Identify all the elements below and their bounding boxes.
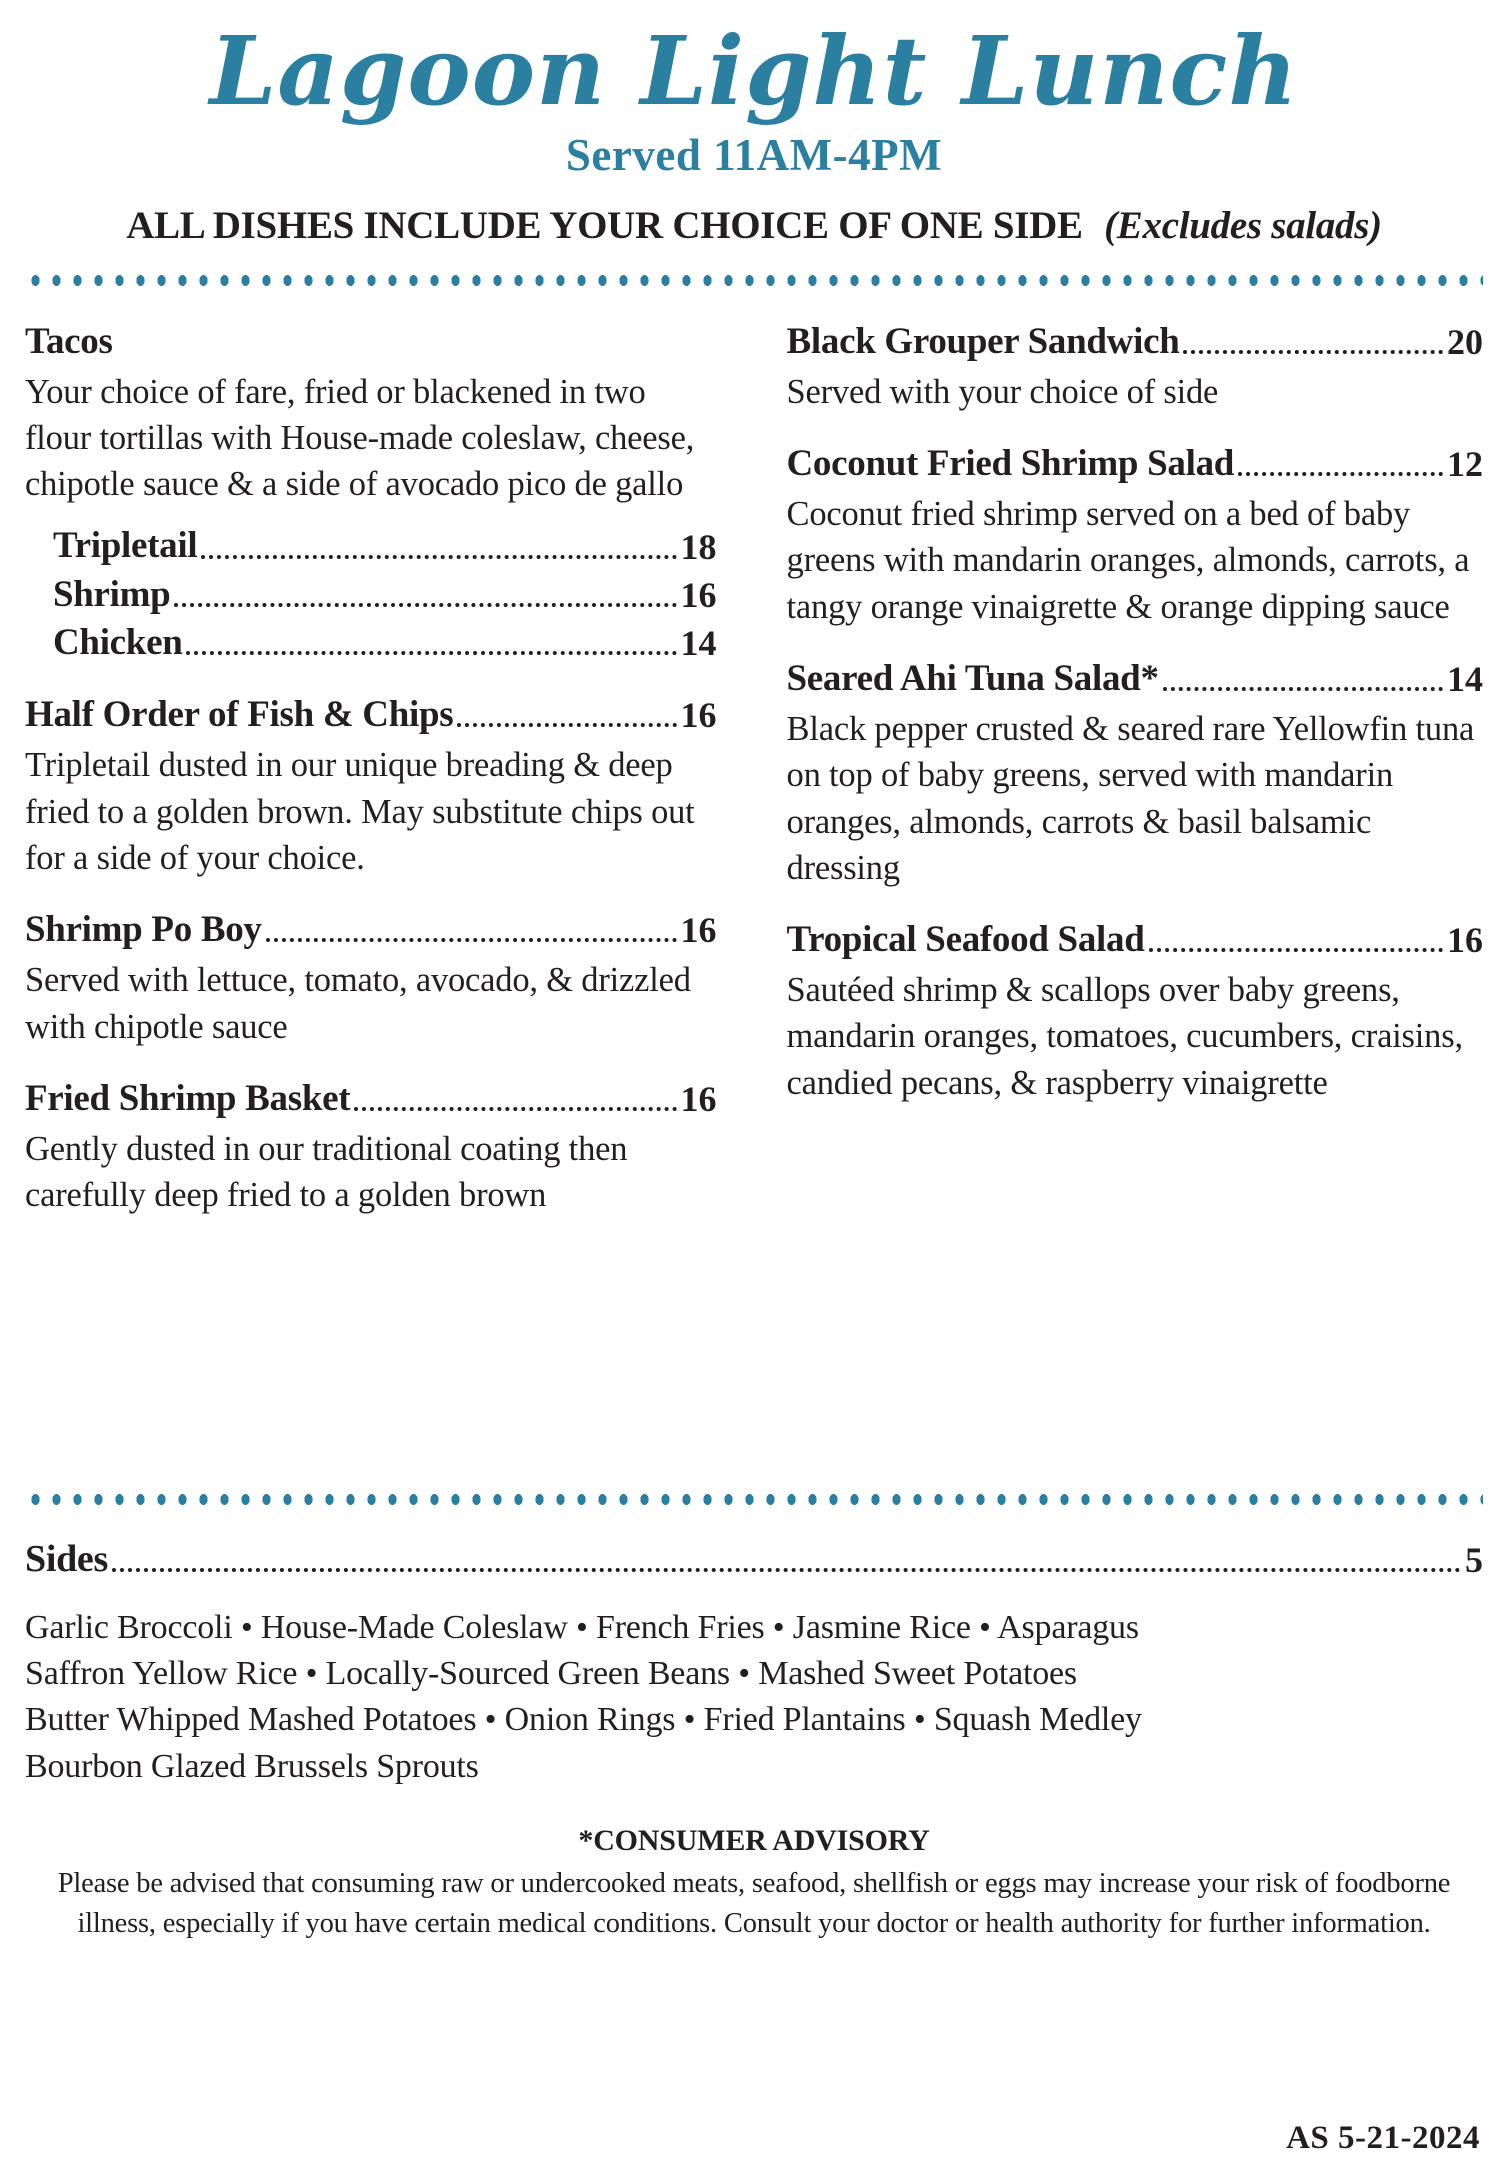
item-description: Black pepper crusted & seared rare Yellowfin tuna on top of baby greens, served with mandarin oranges, almonds, carrots & basil balsamic dressing: [786, 710, 1475, 887]
item-name: Coconut Fried Shrimp Salad: [786, 442, 1235, 484]
item-description: Gently dusted in our traditional coating then carefully deep fried to a golden brown: [25, 1130, 628, 1215]
item-name: Tacos: [25, 320, 113, 362]
advisory-text: Please be advised that consuming raw or undercooked meats, seafood, shellfish or eggs may increase your risk of foodborne illness, especially if you have certain medical conditions. Consult your doctor or health authority for further information.: [57, 1867, 1451, 1940]
advisory-heading: *CONSUMER ADVISORY: [578, 1823, 930, 1857]
item-price: 16: [680, 1079, 717, 1119]
item-price: 20: [1447, 321, 1483, 362]
item-heading-row: [25, 692, 717, 738]
menu-title: Lagoon Light Lunch: [209, 16, 1299, 127]
item-heading-row: [787, 319, 1483, 365]
left-column: [25, 319, 717, 1245]
menu-item-fried-shrimp-basket: [25, 1076, 717, 1219]
dot-leader: [1149, 948, 1444, 952]
variant-name: Tripletail: [53, 525, 198, 567]
item-name: Shrimp Po Boy: [25, 909, 262, 951]
variant-row: [53, 620, 717, 666]
dot-leader: [112, 1568, 1461, 1572]
item-name: Tropical Seafood Salad: [786, 919, 1145, 960]
variant-price: 18: [680, 526, 717, 567]
sides-list-line: Garlic Broccoli • House-Made Coleslaw • French Fries • Jasmine Rice • Asparagus: [25, 1609, 1139, 1646]
sides-price: 5: [1465, 1540, 1483, 1580]
dot-leader: [266, 938, 677, 942]
menu-columns: [25, 319, 1483, 1467]
item-heading-row: [25, 907, 717, 953]
includes-note: ALL DISHES INCLUDE YOUR CHOICE OF ONE SIDE: [126, 203, 1083, 247]
includes-note-line: [25, 203, 1483, 248]
sides-list-line: Bourbon Glazed Brussels Sprouts: [25, 1747, 479, 1785]
item-heading-row: [25, 1076, 717, 1122]
dot-leader: [174, 603, 676, 607]
item-heading-row: [25, 319, 717, 365]
item-name: Seared Ahi Tuna Salad*: [786, 657, 1159, 699]
variant-price: 14: [680, 623, 717, 664]
item-name: Fried Shrimp Basket: [25, 1077, 351, 1119]
item-description: Tripletail dusted in our unique breading & deep fried to a golden brown. May substitute chips out for a side of your choice.: [25, 746, 695, 877]
item-name: Half Order of Fish & Chips: [25, 694, 454, 736]
sides-list-line: Saffron Yellow Rice • Locally-Sourced Green Beans • Mashed Sweet Potatoes: [25, 1655, 1077, 1693]
menu-item-seared-ahi-tuna-salad: [787, 656, 1483, 891]
menu-item-shrimp-po-boy: [25, 907, 717, 1050]
item-description: Your choice of fare, fried or blackened in two flour tortillas with House-made coleslaw, cheese, chipotle sauce & a side of avocado pico de gallo: [25, 372, 695, 504]
sides-heading-row: [25, 1536, 1483, 1584]
includes-exclusion: (Excludes salads): [1104, 203, 1382, 247]
served-hours: Served 11AM-4PM: [565, 129, 943, 180]
item-heading-row: [787, 656, 1483, 702]
item-price: 12: [1447, 444, 1483, 485]
item-price: 16: [1447, 920, 1483, 961]
item-description: Served with lettuce, tomato, avocado, & drizzled with chipotle sauce: [25, 961, 691, 1046]
dot-leader: [1238, 472, 1443, 476]
menu-item-black-grouper-sandwich: [787, 319, 1483, 415]
item-price: 16: [680, 695, 717, 736]
item-price: 14: [1447, 659, 1483, 700]
right-column: [787, 319, 1483, 1132]
menu-item-tropical-seafood-salad: [787, 917, 1483, 1106]
variant-name: Chicken: [53, 621, 183, 663]
dot-leader: [186, 651, 676, 655]
variant-price: 16: [680, 574, 717, 615]
variant-row: [53, 523, 717, 569]
menu-header: [25, 16, 1483, 248]
item-price: 16: [680, 910, 717, 951]
variant-row: [53, 572, 717, 618]
dot-leader: [1163, 687, 1443, 691]
dotted-divider-bottom: [25, 1493, 1483, 1506]
menu-item-coconut-fried-shrimp-salad: [787, 441, 1483, 630]
dot-leader: [457, 723, 676, 727]
dotted-divider-top: [25, 274, 1483, 287]
dot-leader: [354, 1107, 676, 1111]
item-description: Coconut fried shrimp served on a bed of baby greens with mandarin oranges, almonds, carrots, a tangy orange vinaigrette & orange dipping sauce: [786, 495, 1470, 626]
sides-section: [25, 1536, 1483, 1790]
sides-list-line: Butter Whipped Mashed Potatoes • Onion Rings • Fried Plantains • Squash Medley: [25, 1701, 1142, 1739]
sides-list: [25, 1605, 1483, 1790]
consumer-advisory: [25, 1824, 1483, 1945]
item-description: Sautéed shrimp & scallops over baby greens, mandarin oranges, tomatoes, cucumbers, craisins, candied pecans, & raspberry vinaigrette: [786, 971, 1463, 1102]
item-description: Served with your choice of side: [786, 372, 1219, 411]
menu-item-fish-and-chips: [25, 692, 717, 881]
variant-name: Shrimp: [53, 573, 171, 615]
dot-leader: [201, 555, 676, 559]
dot-leader: [1183, 350, 1443, 354]
taco-variants: [25, 523, 717, 666]
item-heading-row: [787, 441, 1483, 487]
menu-item-tacos: [25, 319, 717, 667]
sides-heading: Sides: [25, 1537, 108, 1580]
item-name: Black Grouper Sandwich: [786, 320, 1180, 362]
item-heading-row: [787, 917, 1483, 963]
revision-date: AS 5-21-2024: [1286, 2120, 1480, 2156]
